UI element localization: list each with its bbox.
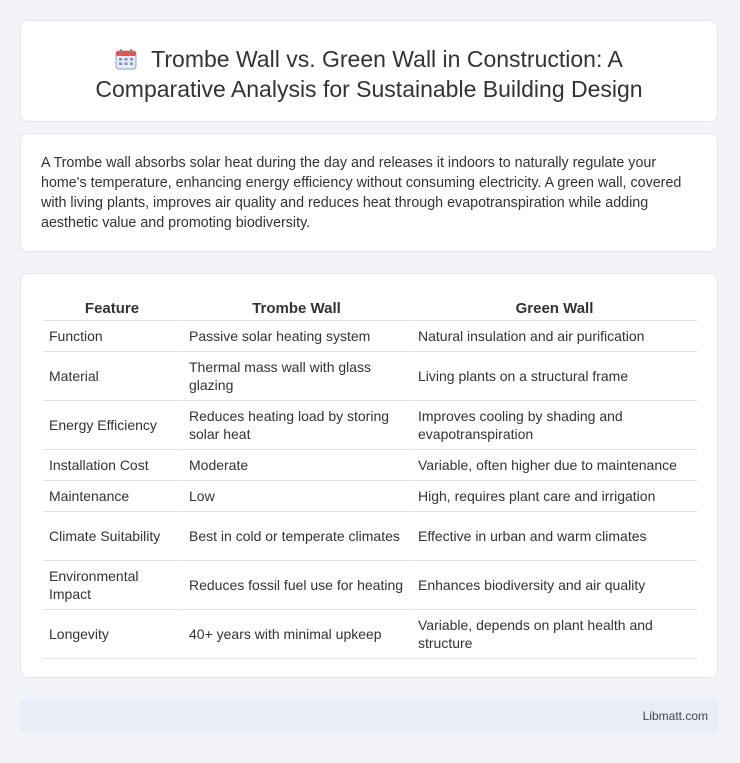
trombe-cell: Reduces heating load by storing solar heat	[181, 401, 410, 450]
header-trombe-wall: Trombe Wall	[181, 294, 410, 321]
title-line-2: Comparative Analysis for Sustainable Building Design	[95, 76, 643, 102]
green-cell: Improves cooling by shading and evapotranspiration	[410, 401, 697, 450]
trombe-cell: 40+ years with minimal upkeep	[181, 610, 410, 659]
green-cell: Variable, often higher due to maintenance	[410, 450, 697, 481]
table-row	[43, 481, 697, 512]
green-cell: Enhances biodiversity and air quality	[410, 561, 697, 610]
feature-cell: Longevity	[43, 610, 181, 659]
intro-card	[20, 133, 718, 252]
green-cell: High, requires plant care and irrigation	[410, 481, 697, 512]
footer-site-link[interactable]: Libmatt.com	[642, 709, 708, 723]
trombe-cell: Moderate	[181, 450, 410, 481]
feature-cell: Environmental Impact	[43, 561, 181, 610]
table-row	[43, 450, 697, 481]
green-cell: Natural insulation and air purification	[410, 321, 697, 352]
footer	[20, 699, 718, 733]
comparison-table	[43, 294, 697, 659]
trombe-cell: Low	[181, 481, 410, 512]
table-row	[43, 512, 697, 561]
table-row	[43, 401, 697, 450]
feature-cell: Material	[43, 352, 181, 401]
feature-cell: Climate Suitability	[43, 512, 181, 561]
feature-cell: Installation Cost	[43, 450, 181, 481]
intro-paragraph: A Trombe wall absorbs solar heat during the day and releases it indoors to naturally regulate your home's temperature, enhancing energy efficiency without consuming electricity. A green wall, covered with living plants, improves air quality and reduces heat through evapotranspiration while adding aesthetic value and promoting biodiversity.	[41, 155, 682, 231]
green-cell: Living plants on a structural frame	[410, 352, 697, 401]
table-header-row	[43, 294, 697, 321]
trombe-cell: Best in cold or temperate climates	[181, 512, 410, 561]
green-cell: Variable, depends on plant health and structure	[410, 610, 697, 659]
trombe-cell: Reduces fossil fuel use for heating	[181, 561, 410, 610]
table-row	[43, 321, 697, 352]
feature-cell: Function	[43, 321, 181, 352]
header-feature: Feature	[43, 294, 181, 321]
title-card	[20, 20, 718, 122]
table-row	[43, 561, 697, 610]
feature-cell: Maintenance	[43, 481, 181, 512]
feature-cell: Energy Efficiency	[43, 401, 181, 450]
title-line-1: Trombe Wall vs. Green Wall in Construction: A	[151, 46, 623, 72]
table-row	[43, 352, 697, 401]
header-green-wall: Green Wall	[410, 294, 697, 321]
green-cell: Effective in urban and warm climates	[410, 512, 697, 561]
page-title	[21, 44, 717, 104]
trombe-cell: Thermal mass wall with glass glazing	[181, 352, 410, 401]
trombe-cell: Passive solar heating system	[181, 321, 410, 352]
calendar-icon	[115, 48, 137, 70]
comparison-card	[20, 273, 718, 678]
table-row	[43, 610, 697, 659]
